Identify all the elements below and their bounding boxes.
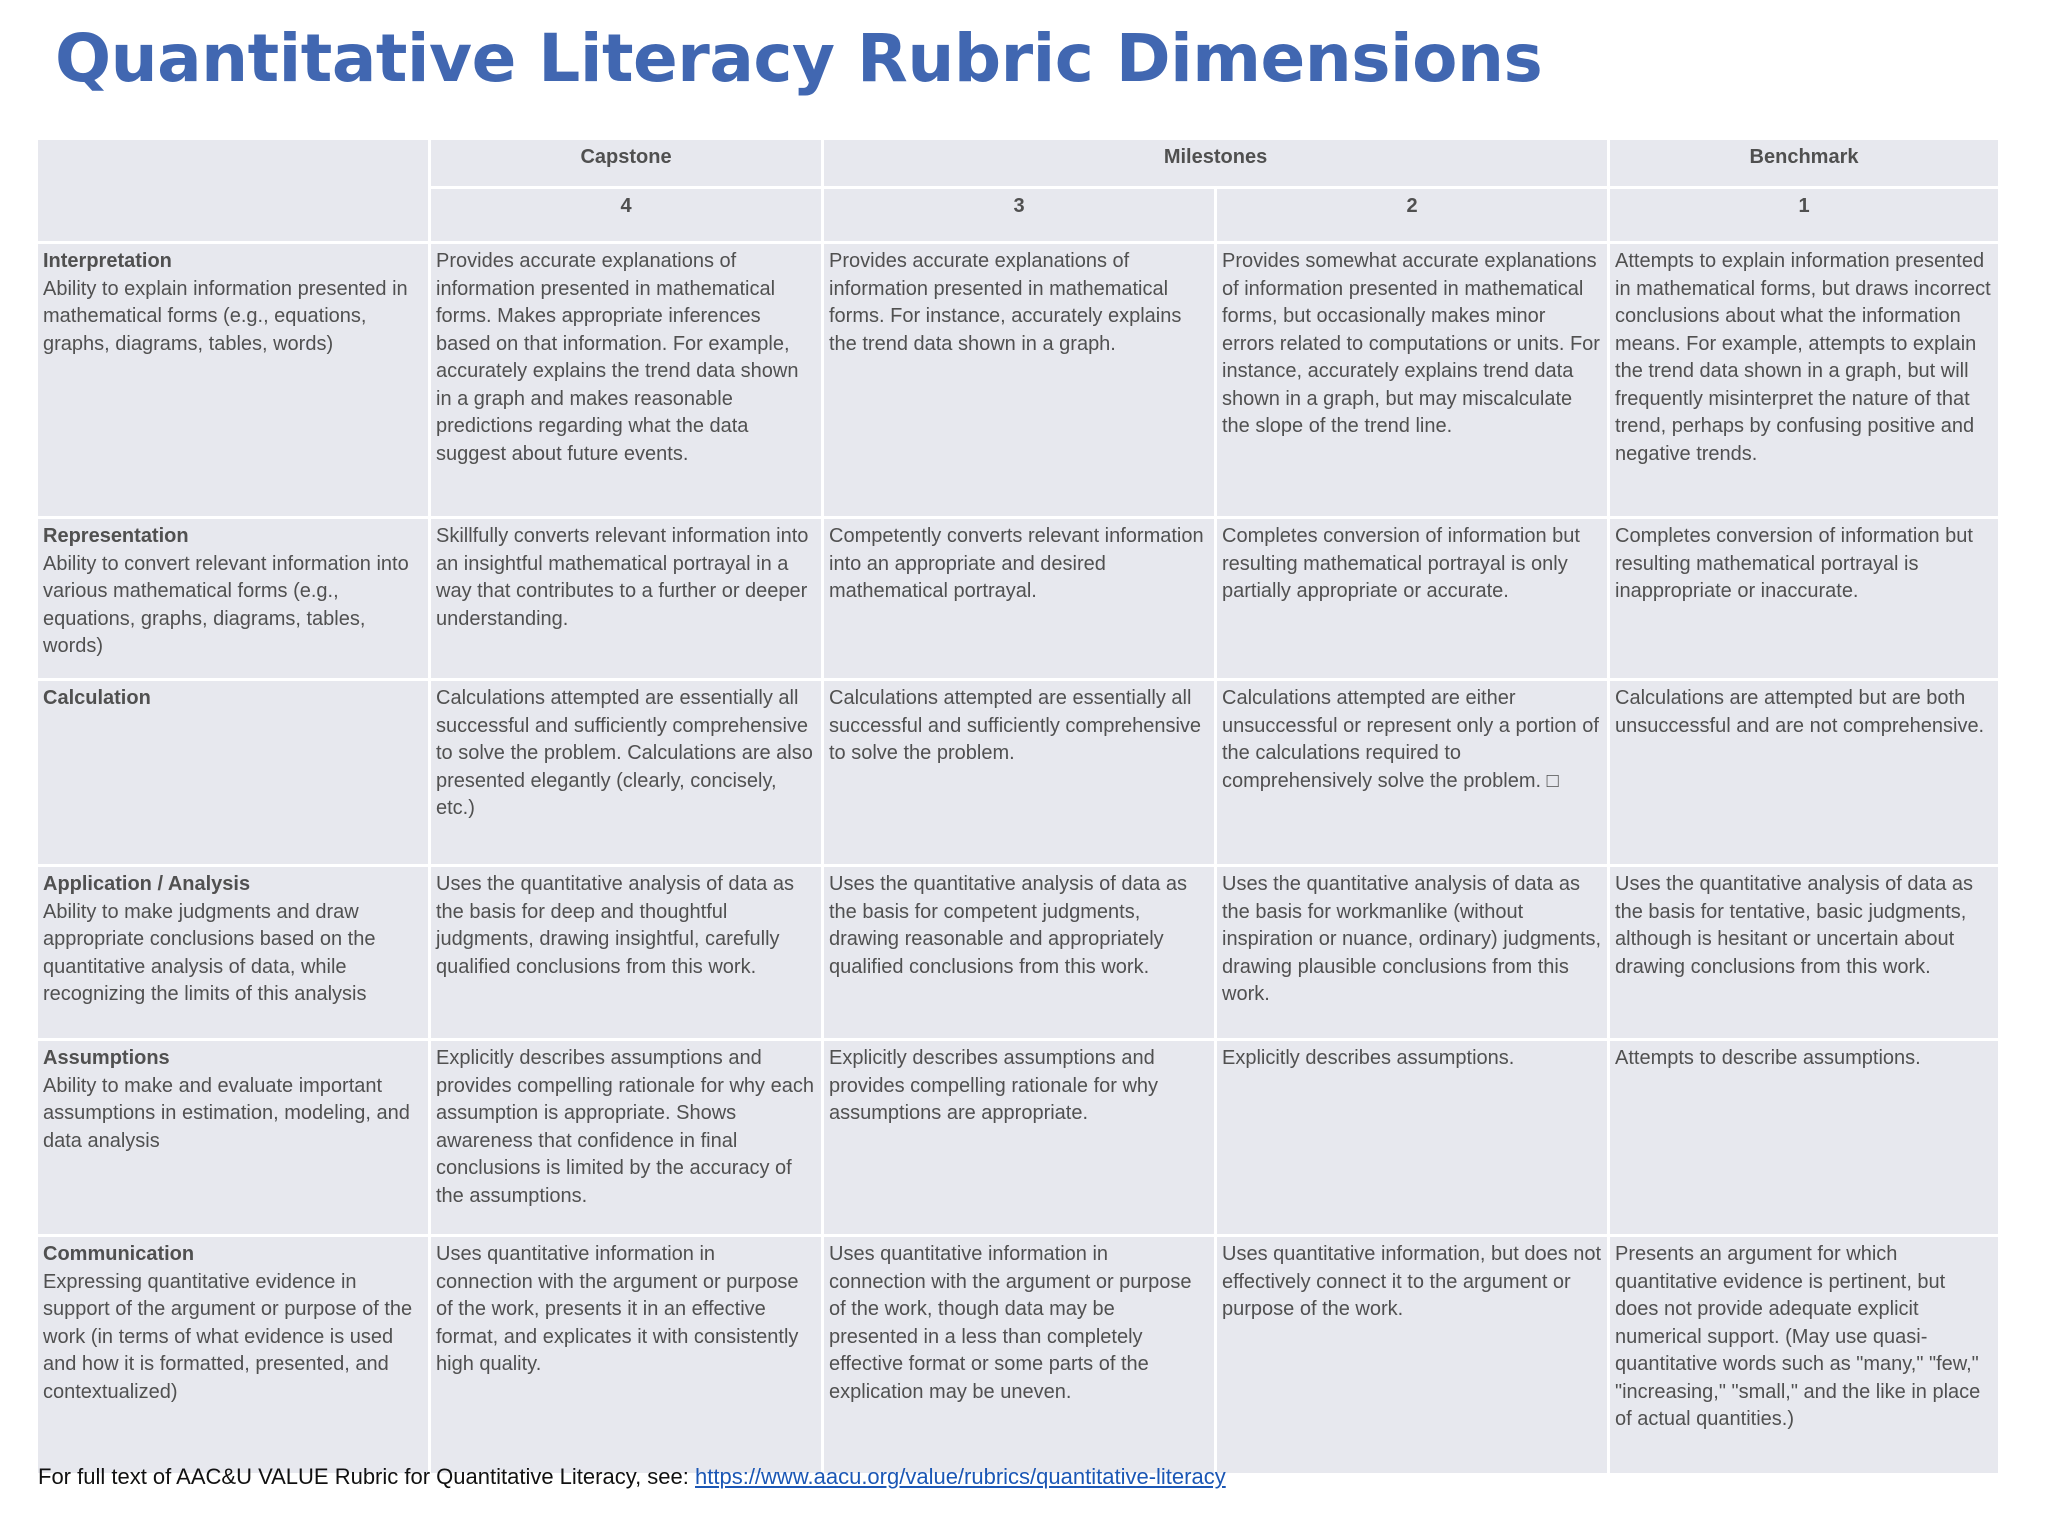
rubric-table [35,137,2001,1476]
table-row [37,1236,2000,1475]
dimension-cell [37,1236,430,1475]
dimension-title: Interpretation [43,250,172,272]
level-1-cell: Calculations are attempted but are both unsuccessful and are not comprehensive. [1609,680,2000,866]
level-3-cell: Uses quantitative information in connection with the argument or purpose of the work, though data may be presented in a less than completely effective format or some parts of the explication may be uneven. [823,1236,1216,1475]
level-4-cell: Explicitly describes assumptions and provides compelling rationale for why each assumption is appropriate. Shows awareness that confidence in final conclusions is limited by the accuracy of the assumptions. [430,1040,823,1236]
dimension-description: Ability to convert relevant information into various mathematical forms (e.g., equations, graphs, diagrams, tables, words) [43,552,409,657]
dimension-title: Application / Analysis [43,873,251,895]
dimension-description: Ability to make judgments and draw appropriate conclusions based on the quantitative analysis of data, while recognizing the limits of this analysis [43,900,376,1005]
level-3-cell: Calculations attempted are essentially all successful and sufficiently comprehensive to solve the problem. [823,680,1216,866]
level-1-cell: Completes conversion of information but resulting mathematical portrayal is inappropriate or inaccurate. [1609,518,2000,680]
level-1-cell: Attempts to explain information presented in mathematical forms, but draws incorrect conclusions about what the information means. For example, attempts to explain the trend data shown in a graph, but will frequently misinterpret the nature of that trend, perhaps by confusing positive and negative trends. [1609,243,2000,518]
level-3-cell: Provides accurate explanations of information presented in mathematical forms. For instance, accurately explains the trend data shown in a graph. [823,243,1216,518]
header-corner-cell [37,139,430,243]
level-1-cell: Attempts to describe assumptions. [1609,1040,2000,1236]
dimension-description: Ability to make and evaluate important assumptions in estimation, modeling, and data analysis [43,1074,410,1152]
level-4-cell: Provides accurate explanations of information presented in mathematical forms. Makes appropriate inferences based on that information. For example, accurately explains the trend data shown in a graph and makes reasonable predictions regarding what the data suggest about future events. [430,243,823,518]
header-row-categories [37,139,2000,188]
table-row [37,866,2000,1040]
table-row [37,243,2000,518]
level-3-cell: Uses the quantitative analysis of data as the basis for competent judgments, drawing reasonable and appropriately qualified conclusions from this work. [823,866,1216,1040]
dimension-description: Expressing quantitative evidence in support of the argument or purpose of the work (in terms of what evidence is used and how it is formatted, presented, and contextualized) [43,1270,413,1403]
header-capstone: Capstone [430,139,823,188]
level-2-cell: Uses quantitative information, but does not effectively connect it to the argument or purpose of the work. [1216,1236,1609,1475]
header-level-3: 3 [823,188,1216,243]
level-2-cell: Calculations attempted are either unsuccessful or represent only a portion of the calculations required to comprehensively solve the problem. □ [1216,680,1609,866]
table-row [37,680,2000,866]
rubric-link[interactable]: https://www.aacu.org/value/rubrics/quantitative-literacy [695,1464,1226,1489]
level-1-cell: Uses the quantitative analysis of data as the basis for tentative, basic judgments, although is hesitant or uncertain about drawing conclusions from this work. [1609,866,2000,1040]
dimension-cell [37,866,430,1040]
header-level-2: 2 [1216,188,1609,243]
level-4-cell: Skillfully converts relevant information into an insightful mathematical portrayal in a way that contributes to a further or deeper understanding. [430,518,823,680]
level-2-cell: Uses the quantitative analysis of data as the basis for workmanlike (without inspiration or nuance, ordinary) judgments, drawing plausible conclusions from this work. [1216,866,1609,1040]
level-2-cell: Provides somewhat accurate explanations of information presented in mathematical forms, but occasionally makes minor errors related to computations or units. For instance, accurately explains trend data shown in a graph, but may miscalculate the slope of the trend line. [1216,243,1609,518]
dimension-title: Calculation [43,687,151,709]
page-title: Quantitative Literacy Rubric Dimensions [55,20,1543,97]
header-level-1: 1 [1609,188,2000,243]
level-2-cell: Completes conversion of information but resulting mathematical portrayal is only partially appropriate or accurate. [1216,518,1609,680]
table-row [37,1040,2000,1236]
dimension-cell [37,680,430,866]
dimension-description: Ability to explain information presented in mathematical forms (e.g., equations, graphs, diagrams, tables, words) [43,277,408,355]
level-2-cell: Explicitly describes assumptions. [1216,1040,1609,1236]
dimension-cell [37,518,430,680]
dimension-title: Assumptions [43,1047,170,1069]
level-1-cell: Presents an argument for which quantitative evidence is pertinent, but does not provide adequate explicit numerical support. (May use quasi-quantitative words such as "many," "few," "increasing," "small," and the like in place of actual quantities.) [1609,1236,2000,1475]
footer-text: For full text of AAC&U VALUE Rubric for Quantitative Literacy, see: [38,1464,696,1489]
footer-note [38,1464,1226,1490]
dimension-title: Communication [43,1243,195,1265]
header-milestones: Milestones [823,139,1609,188]
level-3-cell: Explicitly describes assumptions and provides compelling rationale for why assumptions are appropriate. [823,1040,1216,1236]
level-4-cell: Uses quantitative information in connection with the argument or purpose of the work, presents it in an effective format, and explicates it with consistently high quality. [430,1236,823,1475]
level-4-cell: Uses the quantitative analysis of data as the basis for deep and thoughtful judgments, drawing insightful, carefully qualified conclusions from this work. [430,866,823,1040]
header-level-4: 4 [430,188,823,243]
dimension-cell [37,1040,430,1236]
table-row [37,518,2000,680]
header-benchmark: Benchmark [1609,139,2000,188]
level-4-cell: Calculations attempted are essentially all successful and sufficiently comprehensive to solve the problem. Calculations are also presented elegantly (clearly, concisely, etc.) [430,680,823,866]
dimension-cell [37,243,430,518]
dimension-title: Representation [43,525,189,547]
level-3-cell: Competently converts relevant information into an appropriate and desired mathematical portrayal. [823,518,1216,680]
